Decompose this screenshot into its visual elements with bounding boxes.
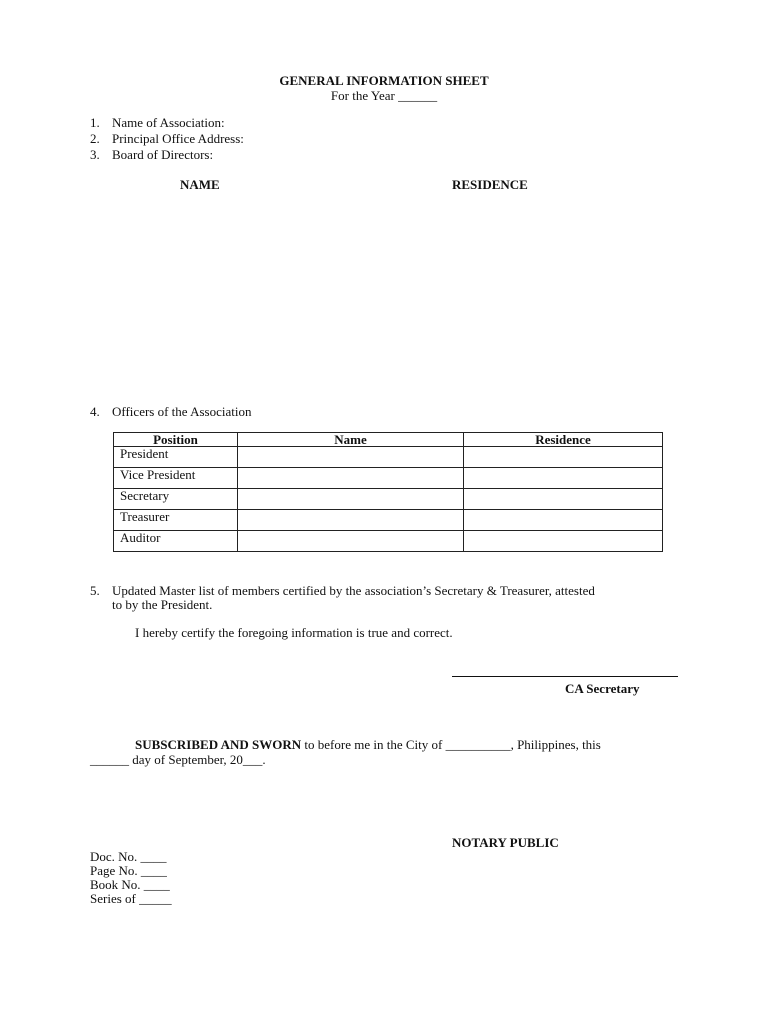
list-item-association-name <box>90 115 225 130</box>
name-cell[interactable] <box>238 447 464 468</box>
list-item-officers <box>90 404 251 419</box>
board-name-heading: NAME <box>180 177 220 192</box>
table-row <box>114 531 663 552</box>
list-text: Board of Directors: <box>112 147 214 162</box>
column-header-name: Name <box>238 433 464 447</box>
doc-number: Doc. No. ____ <box>90 849 167 864</box>
residence-cell[interactable] <box>464 489 663 510</box>
name-cell[interactable] <box>238 531 464 552</box>
list-text: Name of Association: <box>112 115 225 130</box>
list-item-board <box>90 147 213 162</box>
list-number: 3. <box>90 147 100 162</box>
list-text: Updated Master list of members certified by the association’s Secretary & Treasurer, attested <box>112 583 595 598</box>
position-cell: President <box>114 447 238 468</box>
sworn-text: to before me in the City of __________, Philippines, this <box>301 737 601 752</box>
board-residence-heading: RESIDENCE <box>452 177 528 192</box>
list-item-office-address <box>90 131 244 146</box>
list-number: 2. <box>90 131 100 146</box>
sworn-statement-line2: ______ day of September, 20___. <box>90 752 266 767</box>
document-subtitle: For the Year ______ <box>330 88 438 103</box>
name-cell[interactable] <box>238 510 464 531</box>
sworn-statement <box>135 737 601 752</box>
sworn-bold-text: SUBSCRIBED AND SWORN <box>135 737 302 752</box>
table-row <box>114 489 663 510</box>
list-number: 4. <box>90 404 100 419</box>
list-item-master-list <box>90 583 595 598</box>
column-header-residence: Residence <box>464 433 663 447</box>
signature-line <box>452 676 678 677</box>
table-row <box>114 447 663 468</box>
document-title: GENERAL INFORMATION SHEET <box>279 73 489 88</box>
table-row <box>114 468 663 489</box>
table-header-row <box>114 433 663 447</box>
name-cell[interactable] <box>238 489 464 510</box>
column-header-position: Position <box>114 433 238 447</box>
series-number: Series of _____ <box>90 891 172 906</box>
list-text: Officers of the Association <box>112 404 252 419</box>
notary-public-label: NOTARY PUBLIC <box>452 835 559 850</box>
officers-table <box>113 432 663 552</box>
signatory-title: CA Secretary <box>565 681 640 696</box>
residence-cell[interactable] <box>464 531 663 552</box>
table-row <box>114 510 663 531</box>
name-cell[interactable] <box>238 468 464 489</box>
master-list-continuation: to by the President. <box>112 597 213 612</box>
position-cell: Secretary <box>114 489 238 510</box>
residence-cell[interactable] <box>464 447 663 468</box>
position-cell: Vice President <box>114 468 238 489</box>
certification-statement: I hereby certify the foregoing information is true and correct. <box>135 625 453 640</box>
list-number: 5. <box>90 583 100 598</box>
position-cell: Treasurer <box>114 510 238 531</box>
book-number: Book No. ____ <box>90 877 170 892</box>
residence-cell[interactable] <box>464 510 663 531</box>
list-number: 1. <box>90 115 100 130</box>
residence-cell[interactable] <box>464 468 663 489</box>
page-number: Page No. ____ <box>90 863 167 878</box>
list-text: Principal Office Address: <box>112 131 244 146</box>
position-cell: Auditor <box>114 531 238 552</box>
